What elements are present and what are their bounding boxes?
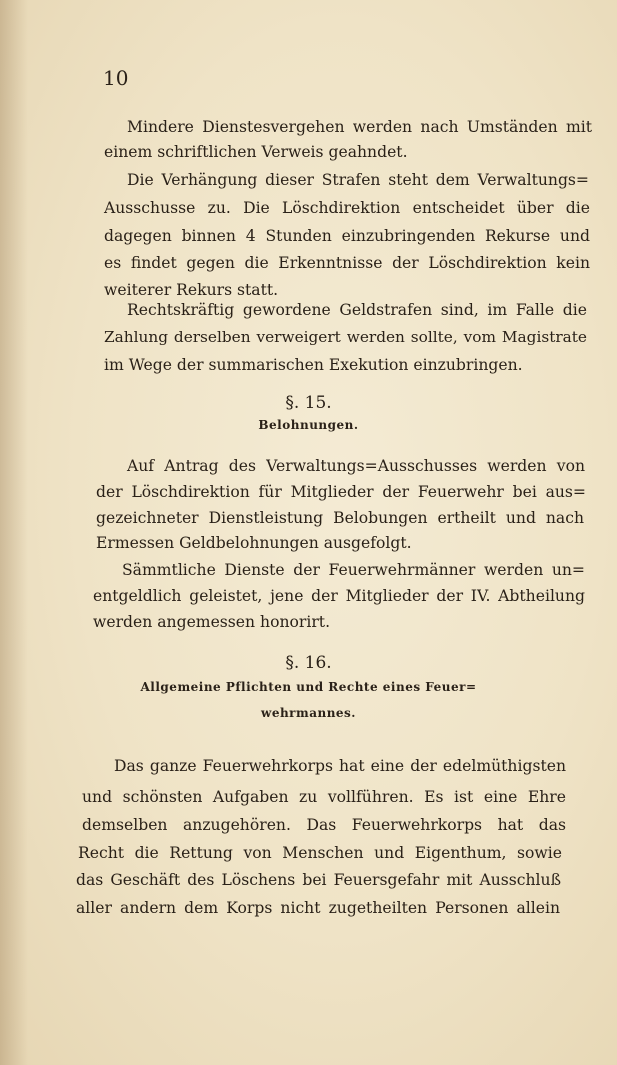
text-line: demselben anzugehören. Das Feuerwehrkorps hat das: [82, 816, 566, 834]
text-line: gezeichneter Dienstleistung Belobungen ertheilt und nach: [96, 509, 584, 527]
text-line: Zahlung derselben verweigert werden sollte, vom Magistrate: [104, 328, 587, 346]
text-line: Rechtskräftig gewordene Geldstrafen sind, im Falle die: [127, 301, 587, 319]
text-line: es findet gegen die Erkenntnisse der Löschdirektion kein: [104, 254, 590, 272]
text-line: aller andern dem Korps nicht zugetheilten Personen allein: [76, 899, 560, 917]
page-number: 10: [103, 66, 129, 90]
text-line: dagegen binnen 4 Stunden einzubringenden Rekurse und: [104, 227, 590, 245]
text-line: Das ganze Feuerwehrkorps hat eine der edelmüthigsten: [114, 757, 566, 775]
text-line: Sämmtliche Dienste der Feuerwehrmänner werden un=: [122, 561, 585, 579]
page-gutter-shadow: [0, 0, 28, 1065]
text-line: entgeldlich geleistet, jene der Mitglieder der IV. Abtheilung: [93, 587, 585, 605]
text-line: werden angemessen honorirt.: [93, 613, 331, 631]
text-line: das Geschäft des Löschens bei Feuersgefahr mit Ausschluß: [76, 871, 561, 889]
text-line: Ermessen Geldbelohnungen ausgefolgt.: [96, 534, 412, 552]
section-15-number: §. 15.: [285, 393, 332, 413]
text-line: im Wege der summarischen Exekution einzubringen.: [104, 356, 523, 374]
text-line: Ausschusse zu. Die Löschdirektion entscheidet über die: [104, 199, 590, 217]
section-16-title-line1: Allgemeine Pflichten und Rechte eines Feuer=: [140, 680, 477, 694]
text-line: der Löschdirektion für Mitglieder der Feuerwehr bei aus=: [96, 483, 586, 501]
text-line: Recht die Rettung von Menschen und Eigenthum, sowie: [78, 844, 562, 862]
section-16-title-line2: wehrmannes.: [260, 706, 356, 720]
section-15-title: Belohnungen.: [258, 418, 359, 432]
text-line: weiterer Rekurs statt.: [104, 281, 279, 299]
text-line: Auf Antrag des Verwaltungs=Ausschusses werden von: [127, 457, 585, 475]
text-line: Mindere Dienstesvergehen werden nach Umständen mit: [127, 118, 592, 136]
section-16-number: §. 16.: [285, 653, 332, 673]
text-line: einem schriftlichen Verweis geahndet.: [104, 143, 408, 161]
text-line: Die Verhängung dieser Strafen steht dem Verwaltungs=: [127, 171, 589, 189]
text-line: und schönsten Aufgaben zu vollführen. Es ist eine Ehre: [82, 788, 566, 806]
